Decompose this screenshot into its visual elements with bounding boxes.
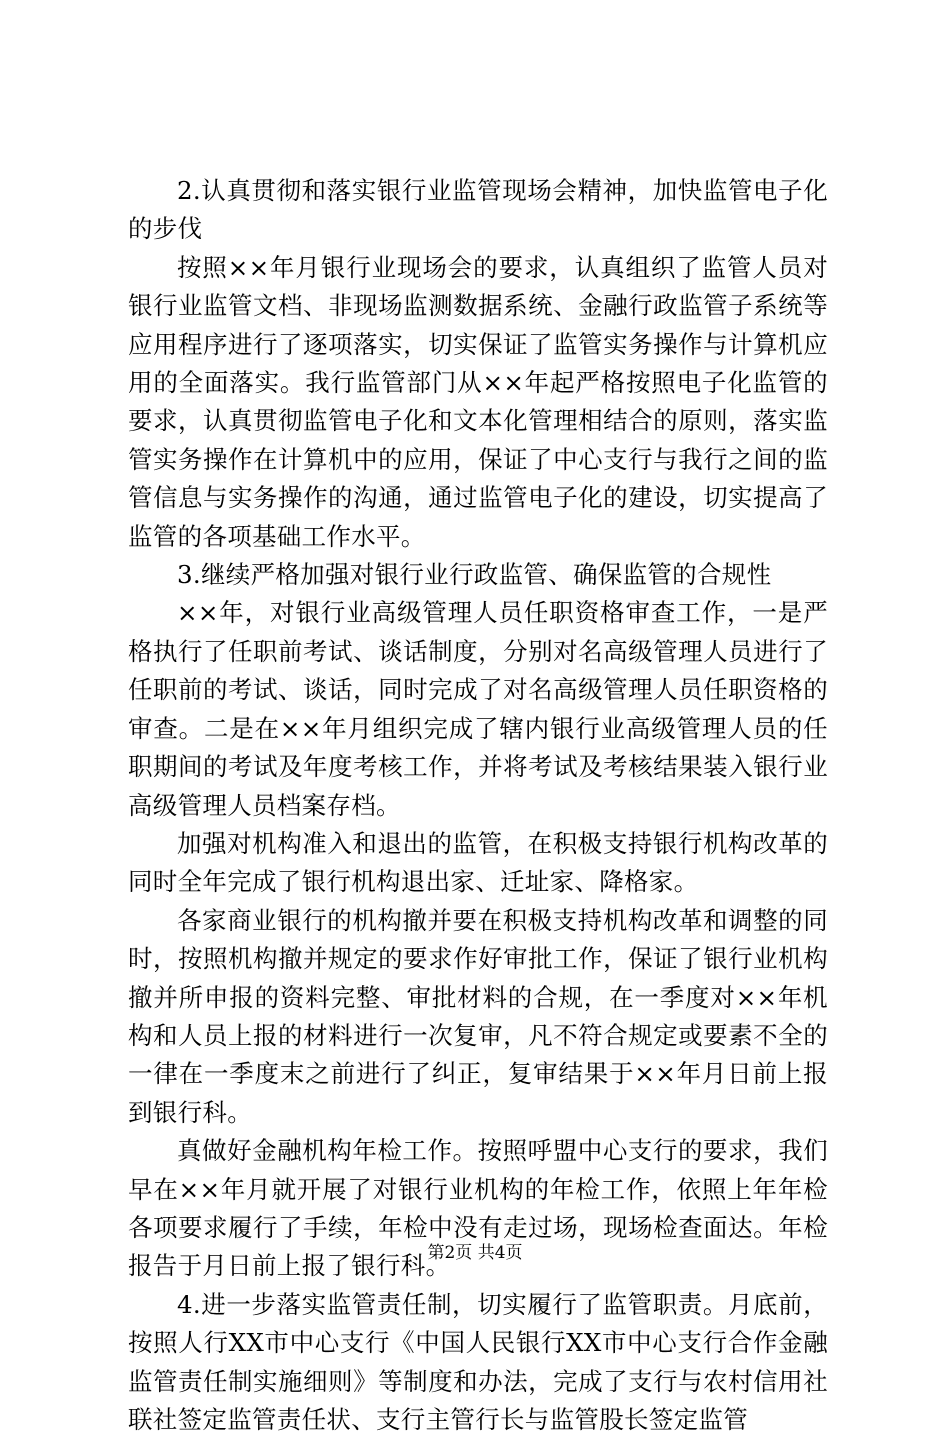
section-heading-4: 4.进一步落实监管责任制，切实履行了监管职责。月底前，按照人行XX市中心支行《中国人民银行XX市中心支行合作金融监管责任制实施细则》等制度和办法，完成了支行与农村信用社联社签定监管责任状、支行主管行长与监管股长签定监管 xyxy=(128,1289,828,1434)
page-footer: 第2页 共4页 xyxy=(427,1243,523,1263)
paragraph: 各家商业银行的机构撤并要在积极支持机构改革和调整的同时，按照机构撤并规定的要求作好审批工作，保证了银行业机构撤并所申报的资料完整、审批材料的合规，在一季度对××年机构和人员上报的材料进行一次复审，凡不符合规定或要素不全的一律在一季度末之前进行了纠正，复审结果于××年月日前上报到银行科。 xyxy=(128,905,828,1127)
section-heading-2: 2.认真贯彻和落实银行业监管现场会精神，加快监管电子化的步伐 xyxy=(128,176,828,244)
paragraph: 按照××年月银行业现场会的要求，认真组织了监管人员对银行业监管文档、非现场监测数据系统、金融行政监管子系统等应用程序进行了逐项落实，切实保证了监管实务操作与计算机应用的全面落实。我行监管部门从××年起严格按照电子化监管的要求，认真贯彻监管电子化和文本化管理相结合的原则，落实监管实务操作在计算机中的应用，保证了中心支行与我行之间的监管信息与实务操作的沟通，通过监管电子化的建设，切实提高了监管的各项基础工作水平。 xyxy=(128,252,828,551)
section-heading-3: 3.继续严格加强对银行业行政监管、确保监管的合规性 xyxy=(177,560,772,590)
paragraph: ××年，对银行业高级管理人员任职资格审查工作，一是严格执行了任职前考试、谈话制度，分别对名高级管理人员进行了任职前的考试、谈话，同时完成了对名高级管理人员任职资格的审查。二是在××年月组织完成了辖内银行业高级管理人员的任职期间的考试及年度考核工作，并将考试及考核结果装入银行业高级管理人员档案存档。 xyxy=(128,598,828,820)
paragraph: 加强对机构准入和退出的监管，在积极支持银行机构改革的同时全年完成了银行机构退出家、迁址家、降格家。 xyxy=(128,828,828,897)
paragraph: 真做好金融机构年检工作。按照呼盟中心支行的要求，我们早在××年月就开展了对银行业机构的年检工作，依照上年年检各项要求履行了手续，年检中没有走过场，现场检查面达。年检报告于月日前上报了银行科。 xyxy=(128,1136,828,1281)
